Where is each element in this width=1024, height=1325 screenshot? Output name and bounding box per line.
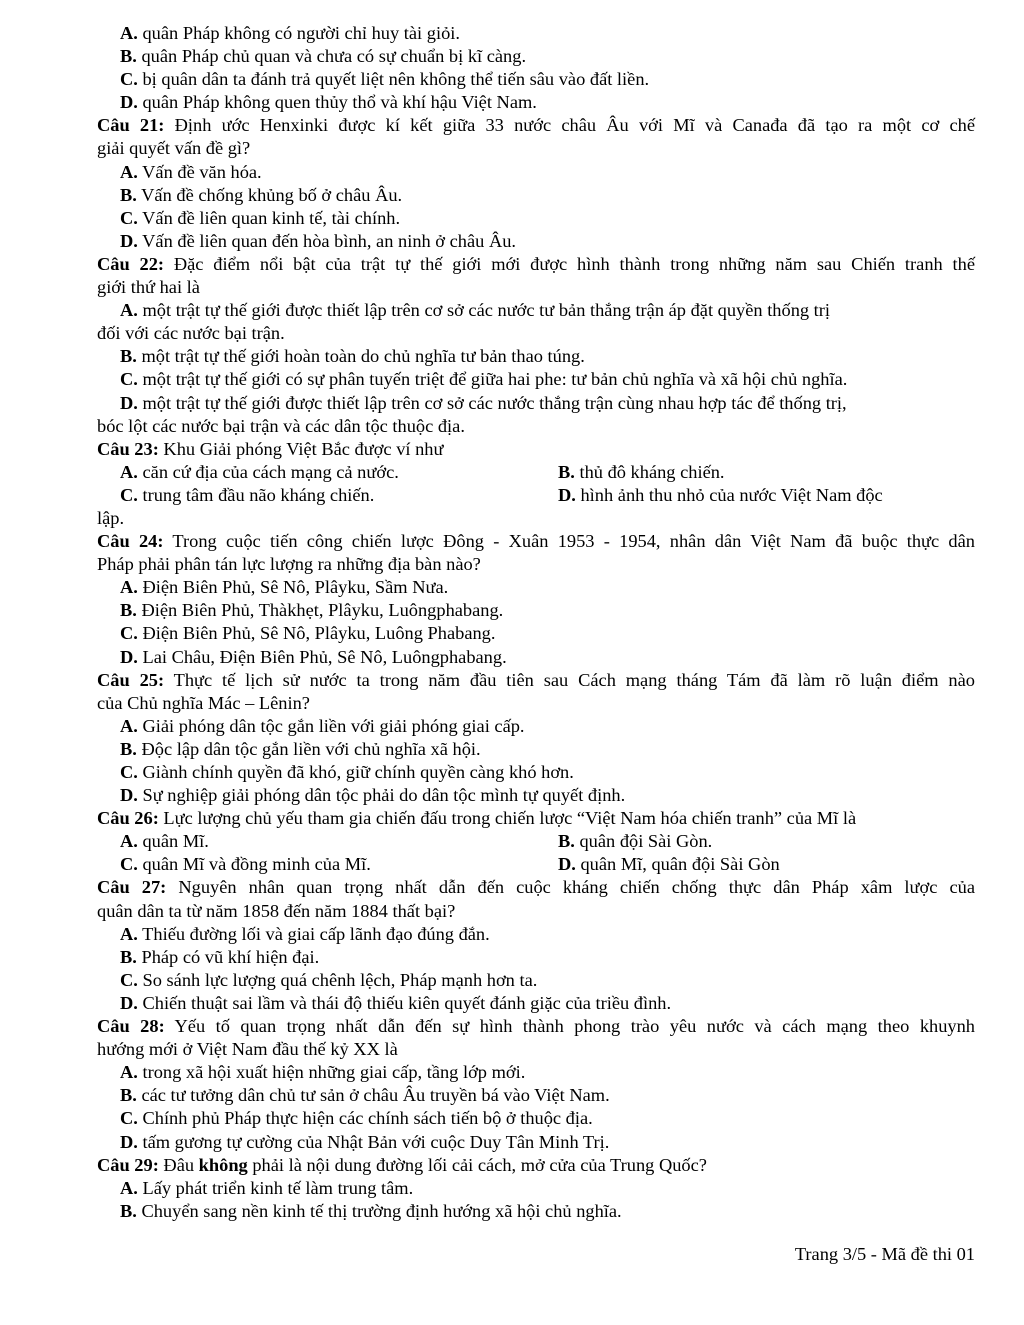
q22-option-c: C. một trật tự thế giới có sự phân tuyến triệt để giữa hai phe: tư bản chủ nghĩa và xã hội chủ nghĩa. xyxy=(120,369,848,390)
q23-options-row-2 xyxy=(97,484,975,507)
q24-option-b: B. Điện Biên Phủ, Thàkhẹt, Plâyku, Luôngphabang. xyxy=(120,600,504,621)
q26-option-c: C. quân Mĩ và đồng minh của Mĩ. xyxy=(120,854,371,875)
q21-option-a: A. Vấn đề văn hóa. xyxy=(120,161,262,182)
q25-option-c: C. Giành chính quyền đã khó, giữ chính quyền càng khó hơn. xyxy=(120,762,574,782)
question-28: Câu 28: Yếu tố quan trọng nhất dẫn đến sự hình thành phong trào yêu nước và cách mạng theo khuynh xyxy=(97,1016,975,1037)
q27-option-c: C. So sánh lực lượng quá chênh lệch, Pháp mạnh hơn ta. xyxy=(120,969,538,990)
q23-option-d-cont: lập. xyxy=(97,507,125,528)
q22-option-d: D. một trật tự thế giới được thiết lập trên cơ sở các nước thắng trận cùng nhau hợp tác để thống trị, xyxy=(120,392,847,413)
q28-option-c: C. Chính phủ Pháp thực hiện các chính sách tiến bộ ở thuộc địa. xyxy=(120,1108,593,1129)
q23-options-row-1 xyxy=(97,461,975,484)
question-23: Câu 23: Khu Giải phóng Việt Bắc được ví như xyxy=(97,438,444,459)
question-25: Câu 25: Thực tế lịch sử nước ta trong năm đầu tiên sau Cách mạng tháng Tám đã làm rõ luận điểm nào xyxy=(97,669,975,690)
question-24: Câu 24: Trong cuộc tiến công chiến lược Đông - Xuân 1953 - 1954, nhân dân Việt Nam đã buộc thực dân xyxy=(97,531,975,552)
q27-option-a: A. Thiếu đường lối và giai cấp lãnh đạo đúng đắn. xyxy=(120,923,490,944)
q22-option-d-cont: bóc lột các nước bại trận và các dân tộc thuộc địa. xyxy=(97,415,465,436)
q26-option-d: D. quân Mĩ, quân đội Sài Gòn xyxy=(558,854,780,875)
q27-option-b: B. Pháp có vũ khí hiện đại. xyxy=(120,946,320,967)
question-28-cont: hướng mới ở Việt Nam đầu thế kỷ XX là xyxy=(97,1039,398,1060)
q25-option-b: B. Độc lập dân tộc gắn liền với chủ nghĩa xã hội. xyxy=(120,738,481,759)
q28-option-a: A. trong xã hội xuất hiện những giai cấp, tầng lớp mới. xyxy=(120,1062,526,1083)
question-21: Câu 21: Định ước Henxinki được kí kết giữa 33 nước châu Âu với Mĩ và Canađa đã tạo ra một cơ chế xyxy=(97,115,975,136)
question-26: Câu 26: Lực lượng chủ yếu tham gia chiến đấu trong chiến lược “Việt Nam hóa chiến tranh” của Mĩ là xyxy=(97,808,857,829)
question-27-cont: quân dân ta từ năm 1858 đến năm 1884 thất bại? xyxy=(97,900,456,921)
q26-options-row-2 xyxy=(97,853,975,876)
q22-option-a-cont: đối với các nước bại trận. xyxy=(97,323,285,344)
page-footer: Trang 3/5 - Mã đề thi 01 xyxy=(794,1244,975,1264)
q25-option-d: D. Sự nghiệp giải phóng dân tộc phải do dân tộc mình tự quyết định. xyxy=(120,785,626,806)
question-21-cont: giải quyết vấn đề gì? xyxy=(97,138,251,159)
question-24-cont: Pháp phải phân tán lực lượng ra những địa bàn nào? xyxy=(97,554,481,575)
question-22: Câu 22: Đặc điểm nổi bật của trật tự thế giới mới được hình thành trong những năm sau Chiến tranh thế xyxy=(97,253,975,274)
q23-option-d: D. hình ảnh thu nhỏ của nước Việt Nam độc xyxy=(558,484,883,505)
q27-option-d: D. Chiến thuật sai lầm và thái độ thiếu kiên quyết đánh giặc của triều đình. xyxy=(120,992,672,1013)
option-c: C. bị quân dân ta đánh trả quyết liệt nên không thể tiến sâu vào đất liền. xyxy=(120,69,650,90)
q21-option-c: C. Vấn đề liên quan kinh tế, tài chính. xyxy=(120,207,401,228)
q24-option-d: D. Lai Châu, Điện Biên Phủ, Sê Nô, Luôngphabang. xyxy=(120,646,507,667)
question-22-cont: giới thứ hai là xyxy=(97,277,200,298)
q25-option-a: A. Giải phóng dân tộc gắn liền với giải phóng giai cấp. xyxy=(120,715,525,736)
question-29: Câu 29: Đâu không phải là nội dung đường lối cải cách, mở cửa của Trung Quốc? xyxy=(97,1154,707,1175)
q21-option-d: D. Vấn đề liên quan đến hòa bình, an ninh ở châu Âu. xyxy=(120,230,517,251)
q26-option-b: B. quân đội Sài Gòn. xyxy=(558,831,713,852)
option-b: B. quân Pháp chủ quan và chưa có sự chuẩn bị kĩ càng. xyxy=(120,46,527,67)
q22-option-a: A. một trật tự thế giới được thiết lập trên cơ sở các nước tư bản thắng trận áp đặt quyền thống trị xyxy=(120,300,831,321)
q29-option-a: A. Lấy phát triển kinh tế làm trung tâm. xyxy=(120,1177,414,1198)
option-a: A. quân Pháp không có người chỉ huy tài giỏi. xyxy=(120,23,460,43)
q23-option-b: B. thủ đô kháng chiến. xyxy=(558,461,725,482)
q24-option-a: A. Điện Biên Phủ, Sê Nô, Plâyku, Sầm Nưa. xyxy=(120,577,449,598)
q21-option-b: B. Vấn đề chống khủng bố ở châu Âu. xyxy=(120,184,403,205)
q24-option-c: C. Điện Biên Phủ, Sê Nô, Plâyku, Luông Phabang. xyxy=(120,623,496,644)
q23-option-a: A. căn cứ địa của cách mạng cả nước. xyxy=(120,461,399,482)
q22-option-b: B. một trật tự thế giới hoàn toàn do chủ nghĩa tư bản thao túng. xyxy=(120,346,585,367)
q29-option-b: B. Chuyển sang nền kinh tế thị trường định hướng xã hội chủ nghĩa. xyxy=(120,1200,622,1221)
question-27: Câu 27: Nguyên nhân quan trọng nhất dẫn đến cuộc kháng chiến chống thực dân Pháp xâm lược của xyxy=(97,877,975,898)
option-d: D. quân Pháp không quen thủy thổ và khí hậu Việt Nam. xyxy=(120,92,537,113)
q28-option-b: B. các tư tưởng dân chủ tư sản ở châu Âu truyền bá vào Việt Nam. xyxy=(120,1085,610,1106)
q23-option-c: C. trung tâm đầu não kháng chiến. xyxy=(120,484,375,505)
q26-options-row-1 xyxy=(97,830,975,853)
exam-page xyxy=(97,22,975,1223)
question-25-cont: của Chủ nghĩa Mác – Lênin? xyxy=(97,692,310,713)
q28-option-d: D. tấm gương tự cường của Nhật Bản với cuộc Duy Tân Minh Trị. xyxy=(120,1131,610,1152)
q26-option-a: A. quân Mĩ. xyxy=(120,831,209,852)
